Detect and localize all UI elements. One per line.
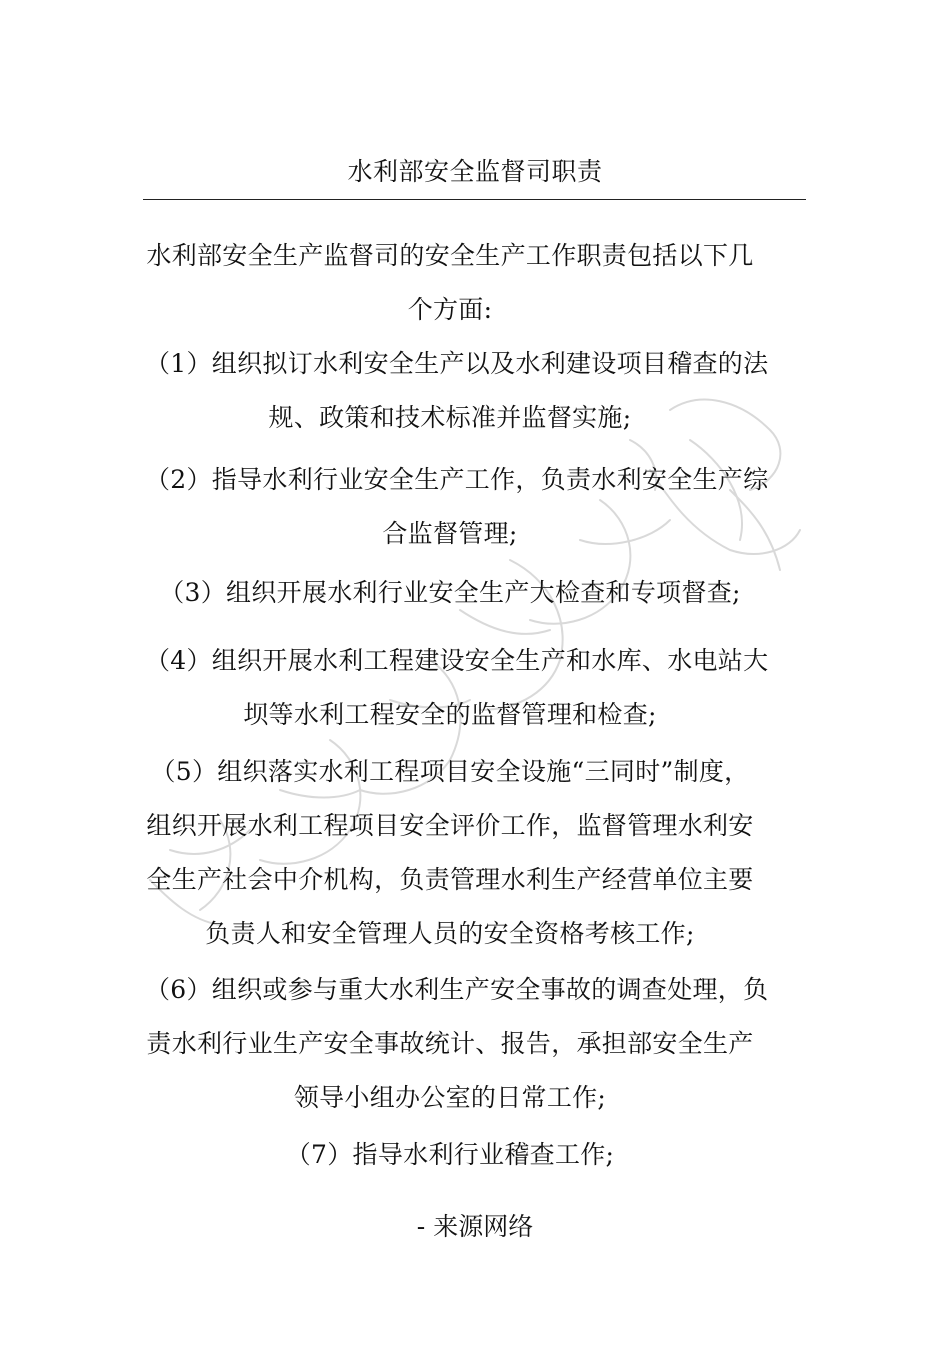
text-line: （3）组织开展水利行业安全生产大检查和专项督查; (159, 578, 741, 607)
text-line: （4）组织开展水利工程建设安全生产和水库、水电站大 (145, 646, 769, 675)
text-line: （7）指导水利行业稽查工作; (285, 1140, 615, 1169)
text-line: 领导小组办公室的日常工作; (293, 1083, 607, 1112)
paragraph-item-7 (145, 1128, 755, 1182)
text-line: 个方面: (407, 295, 493, 324)
page-title: 水利部安全监督司职责 (347, 157, 603, 186)
paragraph-intro (145, 229, 755, 337)
source-note: - 来源网络 (416, 1212, 534, 1241)
title-divider (143, 199, 806, 200)
text-line: 负责人和安全管理人员的安全资格考核工作; (205, 919, 695, 948)
text-line: （2）指导水利行业安全生产工作，负责水利安全生产综 (145, 465, 769, 494)
text-line: 合监督管理; (382, 519, 518, 548)
text-line: 水利部安全生产监督司的安全生产工作职责包括以下几 (146, 241, 754, 270)
paragraph-item-5 (145, 745, 755, 961)
paragraph-item-3 (145, 566, 755, 620)
paragraph-item-4 (145, 634, 769, 742)
text-line: （5）组织落实水利工程项目安全设施“三同时”制度， (150, 757, 750, 786)
text-line: （1）组织拟订水利安全生产以及水利建设项目稽查的法 (145, 349, 769, 378)
text-line: 组织开展水利工程项目安全评价工作，监督管理水利安 (146, 811, 754, 840)
paragraph-item-2 (145, 453, 769, 561)
paragraph-item-6 (145, 963, 769, 1125)
text-line: （6）组织或参与重大水利生产安全事故的调查处理，负 (145, 975, 769, 1004)
paragraph-item-1 (145, 337, 769, 445)
text-line: 坝等水利工程安全的监督管理和检查; (243, 700, 657, 729)
text-line: 责水利行业生产安全事故统计、报告，承担部安全生产 (146, 1029, 754, 1058)
text-line: 规、政策和技术标准并监督实施; (268, 403, 632, 432)
text-line: 全生产社会中介机构，负责管理水利生产经营单位主要 (146, 865, 754, 894)
